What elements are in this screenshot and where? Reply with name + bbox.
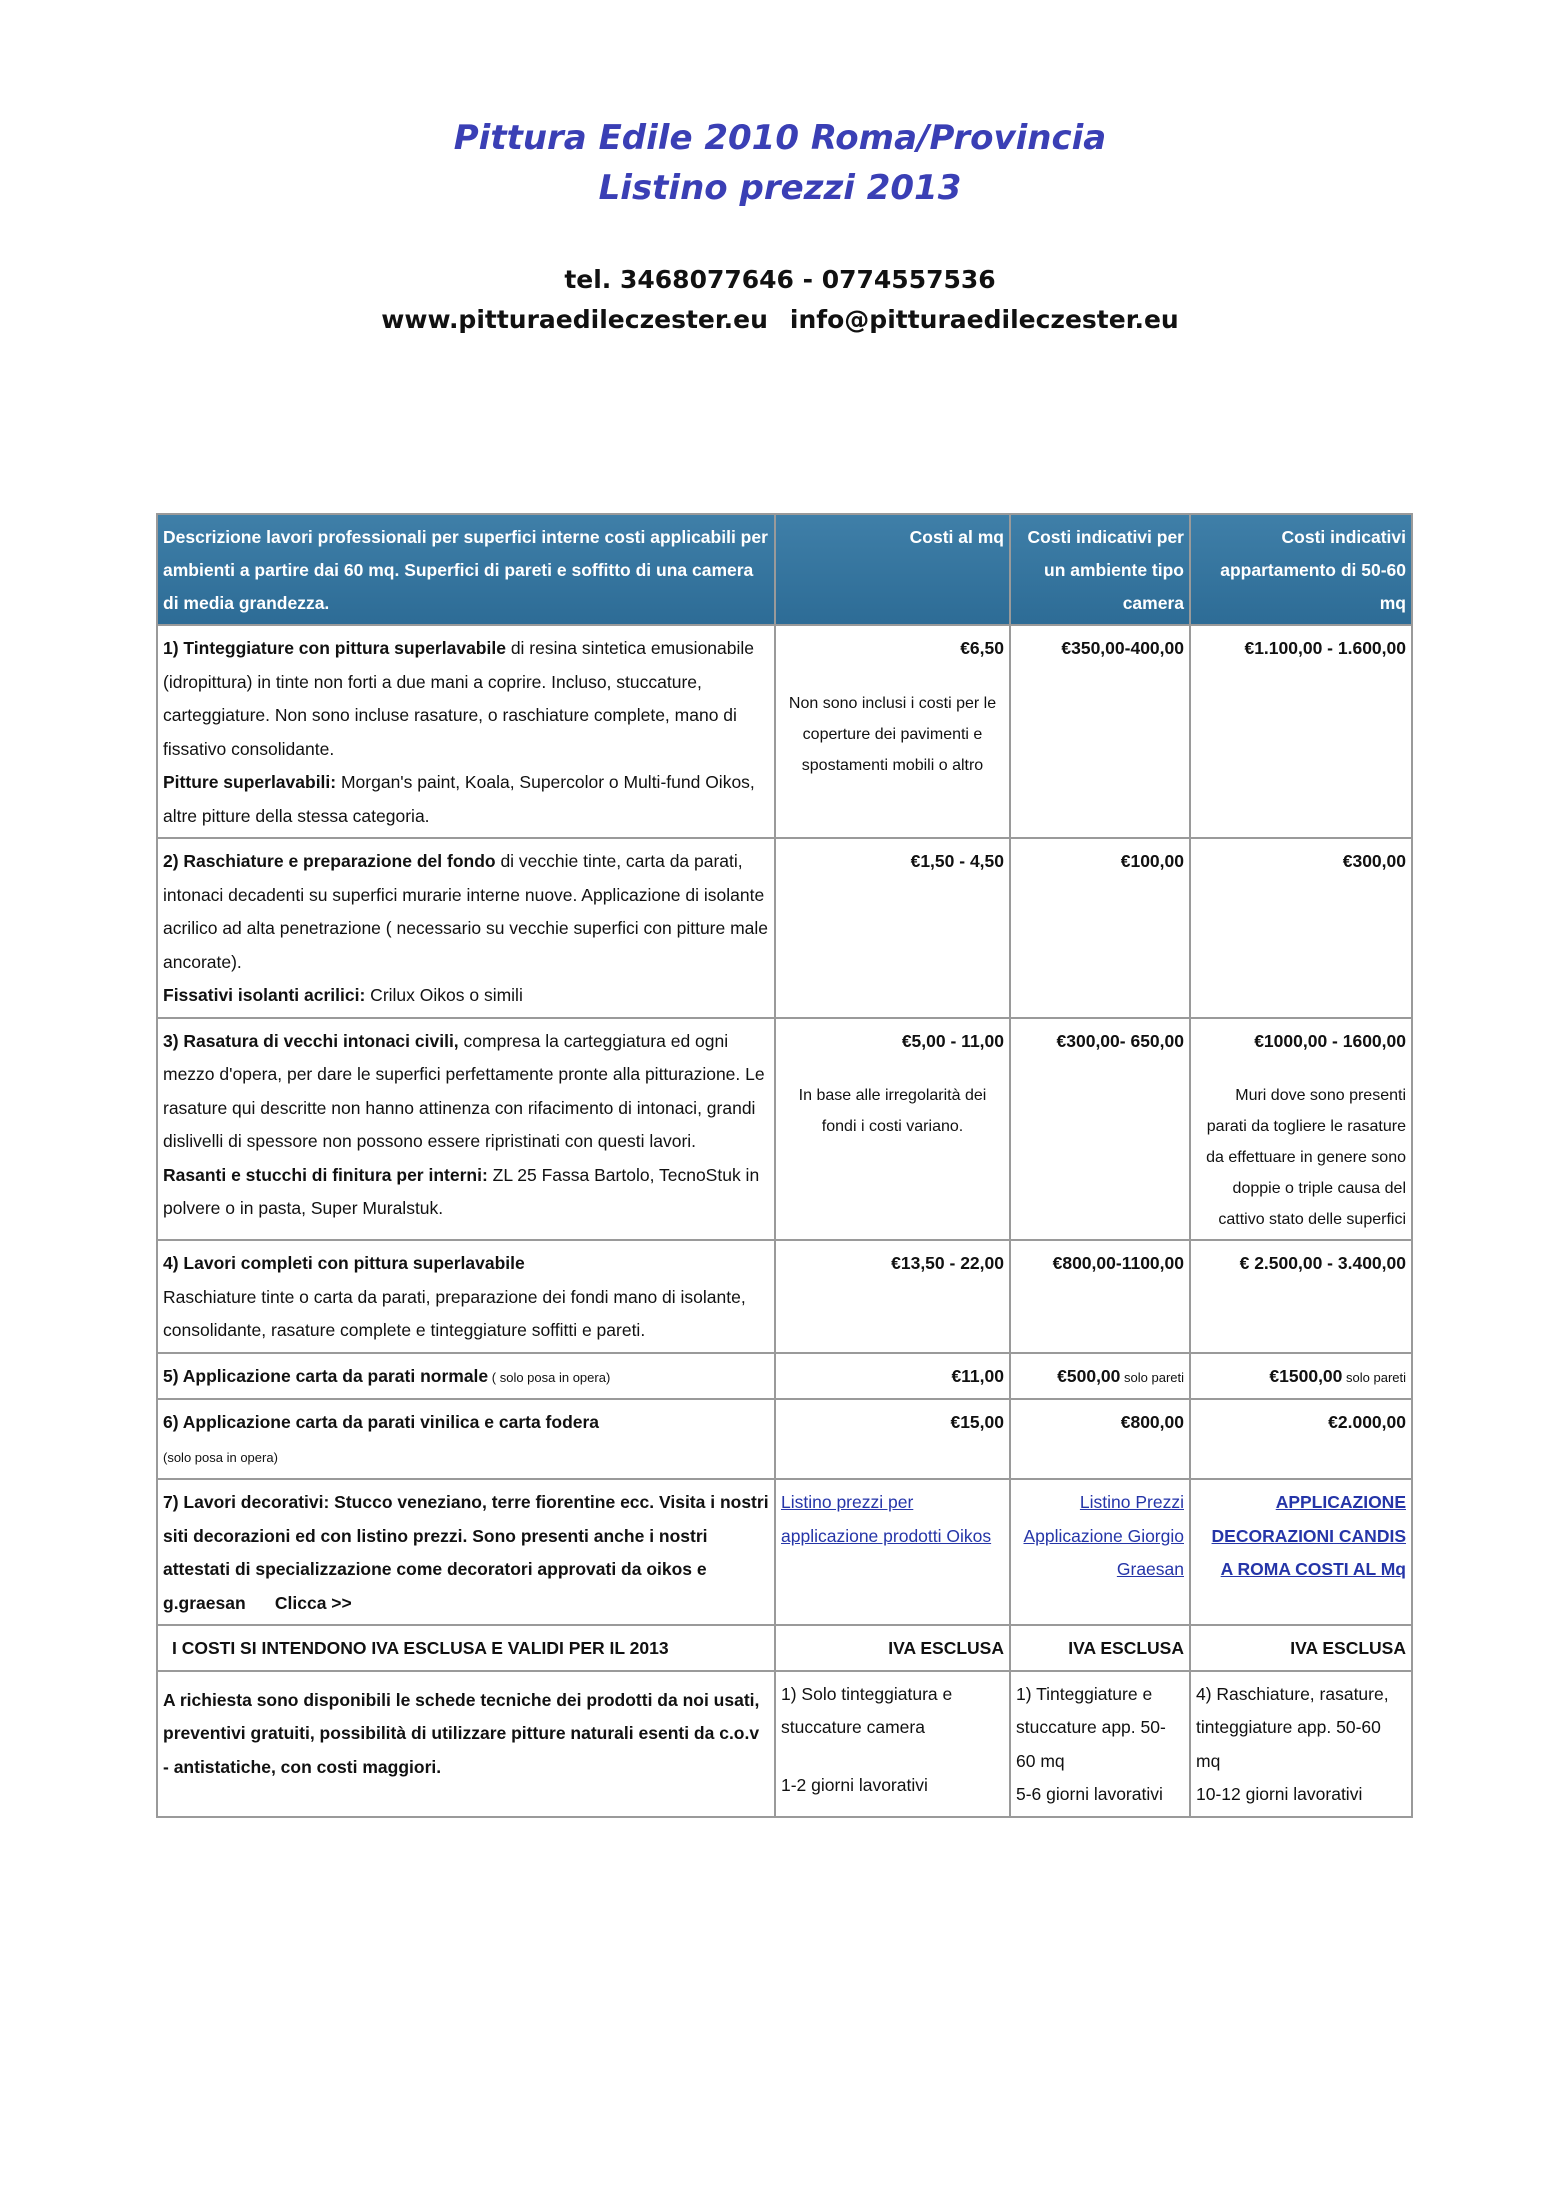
cost-apartment-note: Muri dove sono presenti parati da togliere le rasature da effettuare in genere sono doppie o triple causa del cattivo stato delle superfici	[1206, 1087, 1406, 1228]
price-table	[156, 513, 1413, 1818]
cost-apartment-suffix: solo pareti	[1342, 1369, 1406, 1385]
timing-description: 1) Solo tinteggiatura e stuccature camera	[781, 1683, 953, 1737]
row-products-text: ZL 25 Fassa Bartolo, TecnoStuk in polvere o in pasta, Super Muralstuk.	[163, 1164, 760, 1218]
header-description: Descrizione lavori professionali per superfici interne costi applicabili per ambienti a partire dai 60 mq. Superfici di pareti e soffitto di una camera di media grandezza.	[157, 514, 775, 625]
row-products-title: Fissativi isolanti acrilici:	[163, 985, 366, 1005]
cost-camera-suffix: solo pareti	[1120, 1369, 1184, 1385]
table-row	[157, 1353, 1412, 1400]
cost-mq-value: €5,00 - 11,00	[901, 1030, 1004, 1051]
row-cost-apartment: €1.100,00 - 1.600,00	[1190, 625, 1412, 838]
row-cost-mq	[775, 625, 1010, 838]
footer-timing-complete	[1190, 1671, 1412, 1817]
row-text: di vecchie tinte, carta da parati, intonaci decadenti su superfici murarie interne nuove. Applicazione di isolante acrilico ad alta penetrazione ( necessario su vecchie superfici con pitture male ancorate).	[163, 851, 769, 972]
row-description	[157, 1240, 775, 1353]
header-cost-mq: Costi al mq	[775, 514, 1010, 625]
row-cost-camera: €300,00- 650,00	[1010, 1018, 1190, 1241]
row-cost-mq: €11,00	[775, 1353, 1010, 1400]
row-title: 6) Applicazione carta da parati vinilica e carta fodera	[163, 1412, 600, 1432]
oikos-price-list-link[interactable]: Listino prezzi per applicazione prodotti Oikos	[781, 1492, 992, 1546]
row-title: 3) Rasatura di vecchi intonaci civili,	[163, 1030, 459, 1051]
row-description	[157, 1479, 775, 1625]
row-title: 4) Lavori completi con pittura superlavabile	[163, 1253, 525, 1273]
phone-numbers: tel. 3468077646 - 0774557536	[564, 265, 996, 294]
header-cost-camera: Costi indicativi per un ambiente tipo camera	[1010, 514, 1190, 625]
row-products-title: Pitture superlavabili:	[163, 772, 337, 792]
row-cost-camera: €800,00-1100,00	[1010, 1240, 1190, 1353]
row-cost-camera	[1010, 1353, 1190, 1400]
row-note: ( solo posa in opera)	[488, 1369, 611, 1385]
row-note: (solo posa in opera)	[163, 1449, 278, 1465]
row-description	[157, 1353, 775, 1400]
page-title: Pittura Edile 2010 Roma/Provincia	[453, 118, 1107, 158]
row-description	[157, 625, 775, 838]
table-row	[157, 1018, 1412, 1241]
row-products-text: Crilux Oikos o simili	[365, 985, 523, 1005]
iva-col-mq: IVA ESCLUSA	[775, 1625, 1010, 1671]
graesan-price-list-link[interactable]: Listino Prezzi Applicazione Giorgio Graesan	[1023, 1492, 1184, 1579]
row-cost-apartment	[1190, 1353, 1412, 1400]
row-cost-mq	[775, 1018, 1010, 1241]
contact-line	[0, 305, 1560, 334]
row-text: Raschiature tinte o carta da parati, preparazione dei fondi mano di isolante, consolidante, rasature complete e tinteggiature soffitti e pareti.	[163, 1286, 746, 1340]
footer-timing-apartment	[1010, 1671, 1190, 1817]
row-text: di resina sintetica emusionabile (idropittura) in tinte non forti a due mani a coprire. Incluso, stuccature, carteggiature. Non sono incluse rasature, o raschiature complete, mano di fissativo consolidante.	[163, 638, 755, 759]
row-products-title: Rasanti e stucchi di finitura per interni:	[163, 1164, 488, 1185]
row-link-cell	[775, 1479, 1010, 1625]
timing-days: 1-2 giorni lavorativi	[781, 1774, 928, 1795]
row-cost-apartment: €2.000,00	[1190, 1399, 1412, 1479]
cost-camera-value: €500,00	[1057, 1365, 1121, 1386]
timing-description: 1) Tinteggiature e stuccature app. 50-60 mq	[1016, 1683, 1166, 1771]
row-description	[157, 1399, 775, 1479]
row-text: 7) Lavori decorativi: Stucco veneziano, terre fiorentine ecc. Visita i nostri siti decorazioni ed con listino prezzi. Sono presenti anche i nostri attestati di specializzazione come decoratori approvati da oikos e g.graesan	[163, 1492, 769, 1613]
row-title: 1) Tinteggiature con pittura superlavabile	[163, 638, 506, 658]
row-cost-mq: €1,50 - 4,50	[775, 838, 1010, 1018]
table-row	[157, 625, 1412, 838]
click-cta[interactable]: Clicca >>	[274, 1592, 352, 1613]
email-link[interactable]: info@pitturaedileczester.eu	[789, 305, 1179, 334]
table-row-iva	[157, 1625, 1412, 1671]
timing-description: 4) Raschiature, rasature, tinteggiature app. 50-60 mq	[1196, 1683, 1389, 1771]
row-description	[157, 1018, 775, 1241]
cost-mq-value: €6,50	[960, 638, 1004, 658]
page-subtitle: Listino prezzi 2013	[598, 168, 962, 208]
timing-days: 10-12 giorni lavorativi	[1196, 1784, 1363, 1804]
website-link[interactable]: www.pitturaedileczester.eu	[381, 305, 768, 334]
footer-note: A richiesta sono disponibili le schede tecniche dei prodotti da noi usati, preventivi gratuiti, possibilità di utilizzare pitture naturali esenti da c.o.v - antistatiche, con costi maggiori.	[157, 1671, 775, 1817]
iva-col-apartment: IVA ESCLUSA	[1190, 1625, 1412, 1671]
table-header-row	[157, 514, 1412, 625]
header-cost-apartment: Costi indicativi appartamento di 50-60 mq	[1190, 514, 1412, 625]
row-cost-apartment: €300,00	[1190, 838, 1412, 1018]
row-title: 2) Raschiature e preparazione del fondo	[163, 851, 496, 871]
row-cost-camera: €100,00	[1010, 838, 1190, 1018]
timing-days: 5-6 giorni lavorativi	[1016, 1784, 1163, 1804]
cost-apartment-value: €1500,00	[1269, 1365, 1343, 1386]
row-cost-camera: €800,00	[1010, 1399, 1190, 1479]
row-cost-camera: €350,00-400,00	[1010, 625, 1190, 838]
table-row	[157, 1479, 1412, 1625]
row-title: 5) Applicazione carta da parati normale	[163, 1365, 489, 1386]
row-cost-apartment: € 2.500,00 - 3.400,00	[1190, 1240, 1412, 1353]
cost-apartment-value: €1000,00 - 1600,00	[1254, 1030, 1406, 1051]
row-description	[157, 838, 775, 1018]
row-products-text: Morgan's paint, Koala, Supercolor o Multi-fund Oikos, altre pitture della stessa categoria.	[163, 772, 755, 826]
row-text: compresa la carteggiatura ed ogni mezzo d'opera, per dare le superfici perfettamente pronte alla pitturazione. Le rasature qui descritte non hanno attinenza con rifacimento di intonaci, grandi dislivelli di spessore non possono essere ripristinati con questi lavori.	[163, 1030, 765, 1151]
footer-timing-camera	[775, 1671, 1010, 1817]
row-link-cell	[1010, 1479, 1190, 1625]
iva-col-camera: IVA ESCLUSA	[1010, 1625, 1190, 1671]
candis-decorations-link[interactable]: APPLICAZIONE DECORAZIONI CANDIS A ROMA COSTI AL Mq	[1211, 1492, 1406, 1579]
iva-note: I COSTI SI INTENDONO IVA ESCLUSA E VALIDI PER IL 2013	[157, 1625, 775, 1671]
row-cost-mq: €13,50 - 22,00	[775, 1240, 1010, 1353]
cost-mq-note: Non sono inclusi i costi per le coperture dei pavimenti e spostamenti mobili o altro	[788, 694, 997, 774]
table-row	[157, 1399, 1412, 1479]
row-cost-apartment	[1190, 1018, 1412, 1241]
table-row	[157, 1240, 1412, 1353]
row-cost-mq: €15,00	[775, 1399, 1010, 1479]
cost-mq-note: In base alle irregolarità dei fondi i costi variano.	[798, 1087, 987, 1135]
table-row	[157, 838, 1412, 1018]
row-link-cell	[1190, 1479, 1412, 1625]
table-row-footer	[157, 1671, 1412, 1817]
